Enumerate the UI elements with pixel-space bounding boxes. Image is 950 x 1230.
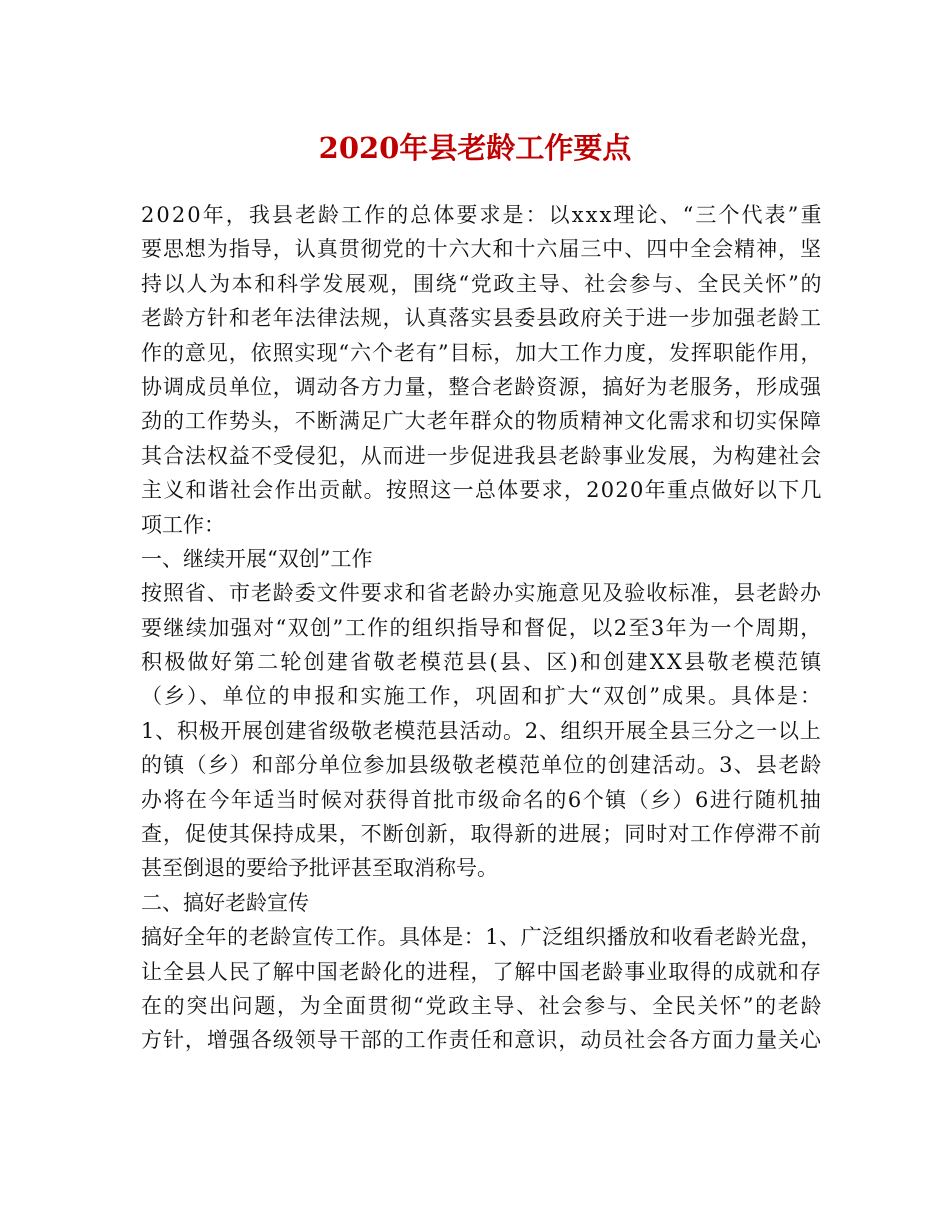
body-line: 积极做好第二轮创建省敬老模范县(县、区)和创建XX县敬老模范镇: [141, 650, 824, 675]
body-line: 方针，增强各级领导干部的工作责任和意识，动员社会各方面力量关心: [141, 1028, 822, 1053]
body-line: 在的突出问题，为全面贯彻“党政主导、社会参与、全民关怀”的老龄: [141, 993, 824, 1018]
body-line: 要思想为指导，认真贯彻党的十六大和十六届三中、四中全会精神，坚: [141, 237, 822, 262]
body-line: 协调成员单位，调动各方力量，整合老龄资源，搞好为老服务，形成强: [141, 374, 822, 399]
body-line: 让全县人民了解中国老龄化的进程，了解中国老龄事业取得的成就和存: [141, 959, 822, 984]
body-line: 甚至倒退的要给予批评甚至取消称号。: [141, 856, 498, 881]
body-line: 1、积极开展创建省级敬老模范县活动。2、组织开展全县三分之一以上: [141, 718, 822, 743]
body-line: （乡）、单位的申报和实施工作，巩固和扩大“双创”成果。具体是：: [141, 684, 823, 709]
body-line: 劲的工作势头，不断满足广大老年群众的物质精神文化需求和切实保障: [141, 409, 822, 434]
body-line: 的镇（乡）和部分单位参加县级敬老模范单位的创建活动。3、县老龄: [141, 753, 823, 778]
body-line: 老龄方针和老年法律法规，认真落实县委县政府关于进一步加强老龄工: [141, 306, 822, 331]
body-line: 其合法权益不受侵犯，从而进一步促进我县老龄事业发展，为构建社会: [141, 443, 822, 468]
body-line: 主义和谐社会作出贡献。按照这一总体要求，2020年重点做好以下几: [141, 478, 823, 503]
body-line: 办将在今年适当时候对获得首批市级命名的6个镇（乡）6进行随机抽: [141, 787, 823, 812]
body-line: 作的意见，依照实现“六个老有”目标，加大工作力度，发挥职能作用，: [141, 340, 823, 365]
body-line: 二、搞好老龄宣传: [141, 890, 309, 915]
body-line: 按照省、市老龄委文件要求和省老龄办实施意见及验收标准，县老龄办: [141, 581, 822, 606]
document-title: 2020年县老龄工作要点: [318, 131, 632, 165]
body-line: 查，促使其保持成果，不断创新，取得新的进展；同时对工作停滞不前: [141, 822, 822, 847]
body-line: 持以人为本和科学发展观，围绕“党政主导、社会参与、全民关怀”的: [141, 271, 824, 296]
document-body: [141, 198, 824, 1058]
body-line: 要继续加强对“双创”工作的组织指导和督促，以2至3年为一个周期，: [141, 615, 823, 640]
body-line: 搞好全年的老龄宣传工作。具体是：1、广泛组织播放和收看老龄光盘，: [141, 925, 822, 950]
body-line: 一、继续开展“双创”工作: [141, 546, 373, 571]
body-line: 2020年，我县老龄工作的总体要求是：以xxx理论、“三个代表”重: [141, 203, 824, 227]
body-line: 项工作：: [141, 512, 225, 537]
